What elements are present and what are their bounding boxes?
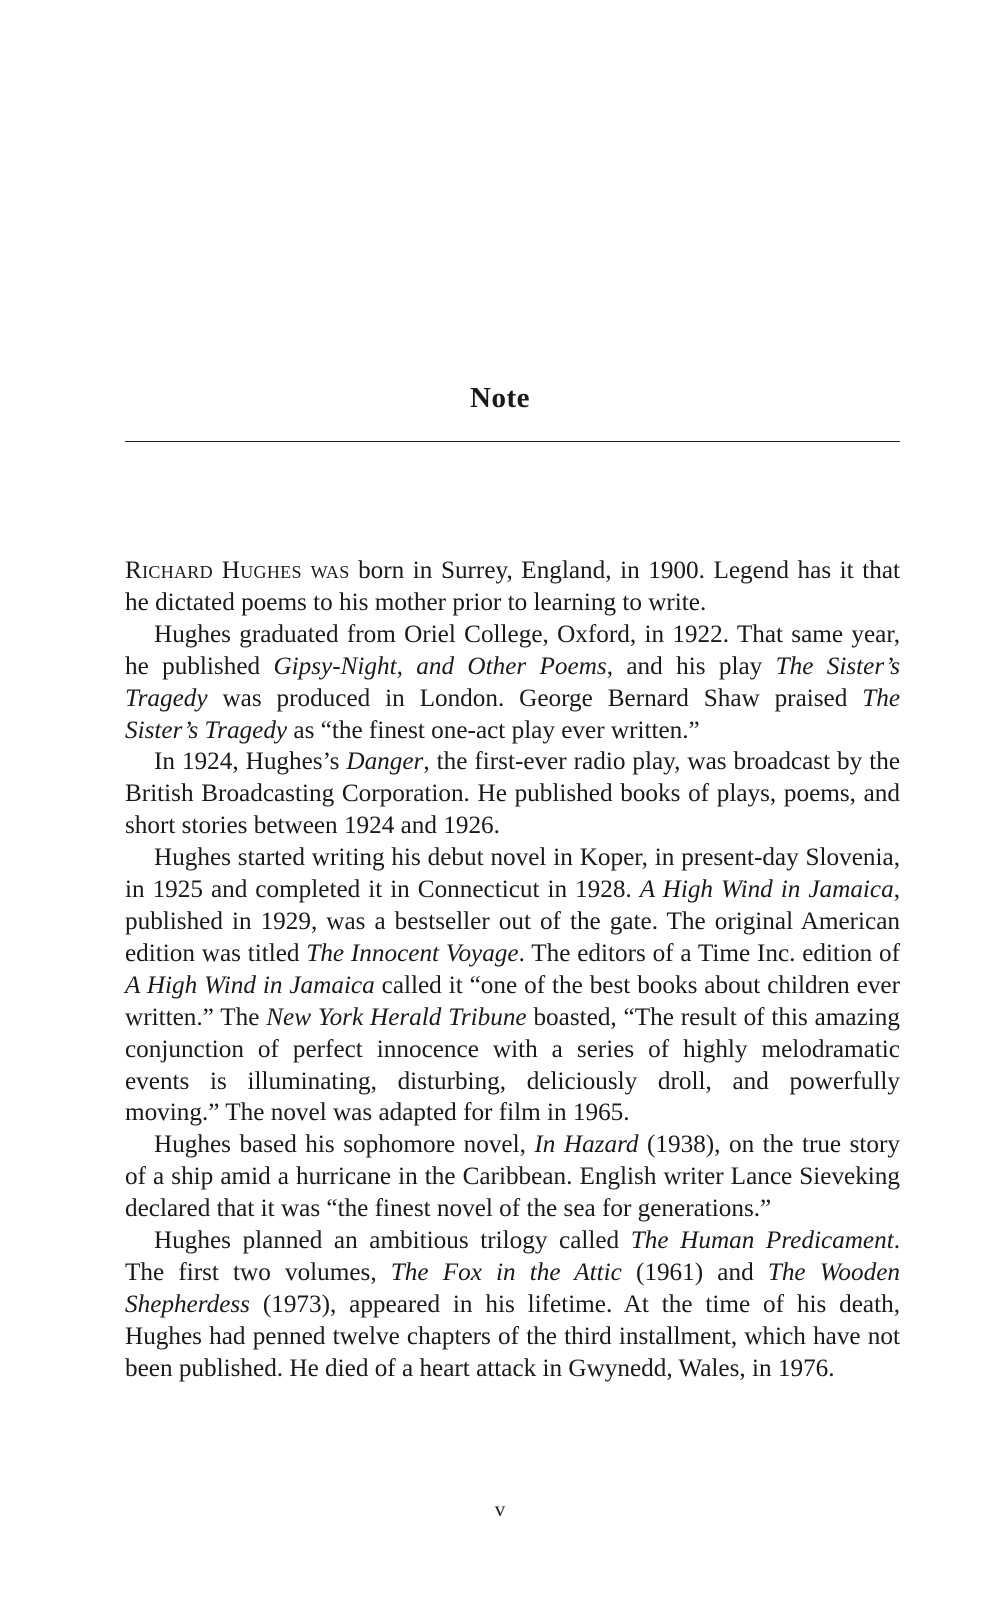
text-run: Hughes based his sophomore novel, xyxy=(154,1131,535,1159)
paragraph xyxy=(125,1225,900,1385)
text-run: Hughes planned an ambitious trilogy called xyxy=(154,1227,631,1255)
italic-title: A High Wind in Jamaica xyxy=(125,971,375,999)
italic-title: A High Wind in Jamaica xyxy=(639,876,894,904)
text-run: In 1924, Hughes’s xyxy=(154,748,347,776)
italic-title: In Hazard xyxy=(534,1131,639,1159)
text-run: , the first-ever radio play, was broadcast by the British Broadcasting Corporation. He published books of plays, poems, and short stories between 1924 and 1926. xyxy=(125,748,900,840)
paragraph xyxy=(125,1129,900,1225)
italic-title: The Wooden Shepherdess xyxy=(125,1258,900,1318)
italic-title: The Human Predicament xyxy=(630,1227,894,1255)
paragraph xyxy=(125,555,900,619)
italic-title: The Fox in the Attic xyxy=(390,1258,622,1286)
italic-title: New York Herald Tribune xyxy=(266,1003,527,1031)
text-run: (1973), appeared in his lifetime. At the time of his death, Hughes had penned twelve chapters of the third installment, which have not been published. He died of a heart attack in Gwynedd, Wales, in 1976. xyxy=(125,1290,900,1382)
text-run: Hughes started writing his debut novel in Koper, in present-day Slovenia, in 1925 and completed it in Connecticut in 1928. xyxy=(125,844,900,904)
text-run: , and his play xyxy=(606,652,776,680)
italic-title: The Sister’s Tragedy xyxy=(125,684,900,744)
paragraph xyxy=(125,619,900,747)
text-run: called it “one of the best books about children ever written.” The xyxy=(125,971,900,1031)
paragraph xyxy=(125,746,900,842)
text-run: (1938), on the true story of a ship amid a hurricane in the Caribbean. English writer Lance Sieveking declared that it was “the finest novel of the sea for generations.” xyxy=(125,1131,900,1223)
italic-title: Gipsy-Night, and Other Poems xyxy=(273,652,607,680)
text-run: (1961) and xyxy=(621,1258,768,1286)
text-run: was produced in London. George Bernard Shaw praised xyxy=(207,684,863,712)
text-run: as “the finest one-act play ever written.” xyxy=(287,716,700,744)
text-run: Hughes graduated from Oriel College, Oxford, in 1922. That same year, he published xyxy=(125,620,900,680)
page-title: Note xyxy=(470,382,530,414)
body-text xyxy=(125,555,900,1385)
text-run: born in Surrey, England, in 1900. Legend has it that he dictated poems to his mother prior to learning to write. xyxy=(125,557,900,616)
text-run: . The first two volumes, xyxy=(125,1227,900,1286)
paragraph xyxy=(125,842,900,1129)
text-run: , published in 1929, was a bestseller out of the gate. The original American edition was titled xyxy=(125,876,900,967)
italic-title: The Innocent Voyage xyxy=(306,939,519,967)
italic-title: Danger xyxy=(346,748,424,776)
title-divider xyxy=(125,441,900,442)
page-number: v xyxy=(494,1497,506,1521)
text-run: boasted, “The result of this amazing conjunction of perfect innocence with a series of highly melodramatic events is illuminating, disturbing, deliciously droll, and powerfully moving.” The novel was adapted for film in 1965. xyxy=(125,1003,900,1127)
text-run: . The editors of a Time Inc. edition of xyxy=(518,939,901,967)
italic-title: The Sister’s Tragedy xyxy=(125,652,901,712)
lead-in-smallcaps: Richard Hughes was xyxy=(125,557,350,584)
